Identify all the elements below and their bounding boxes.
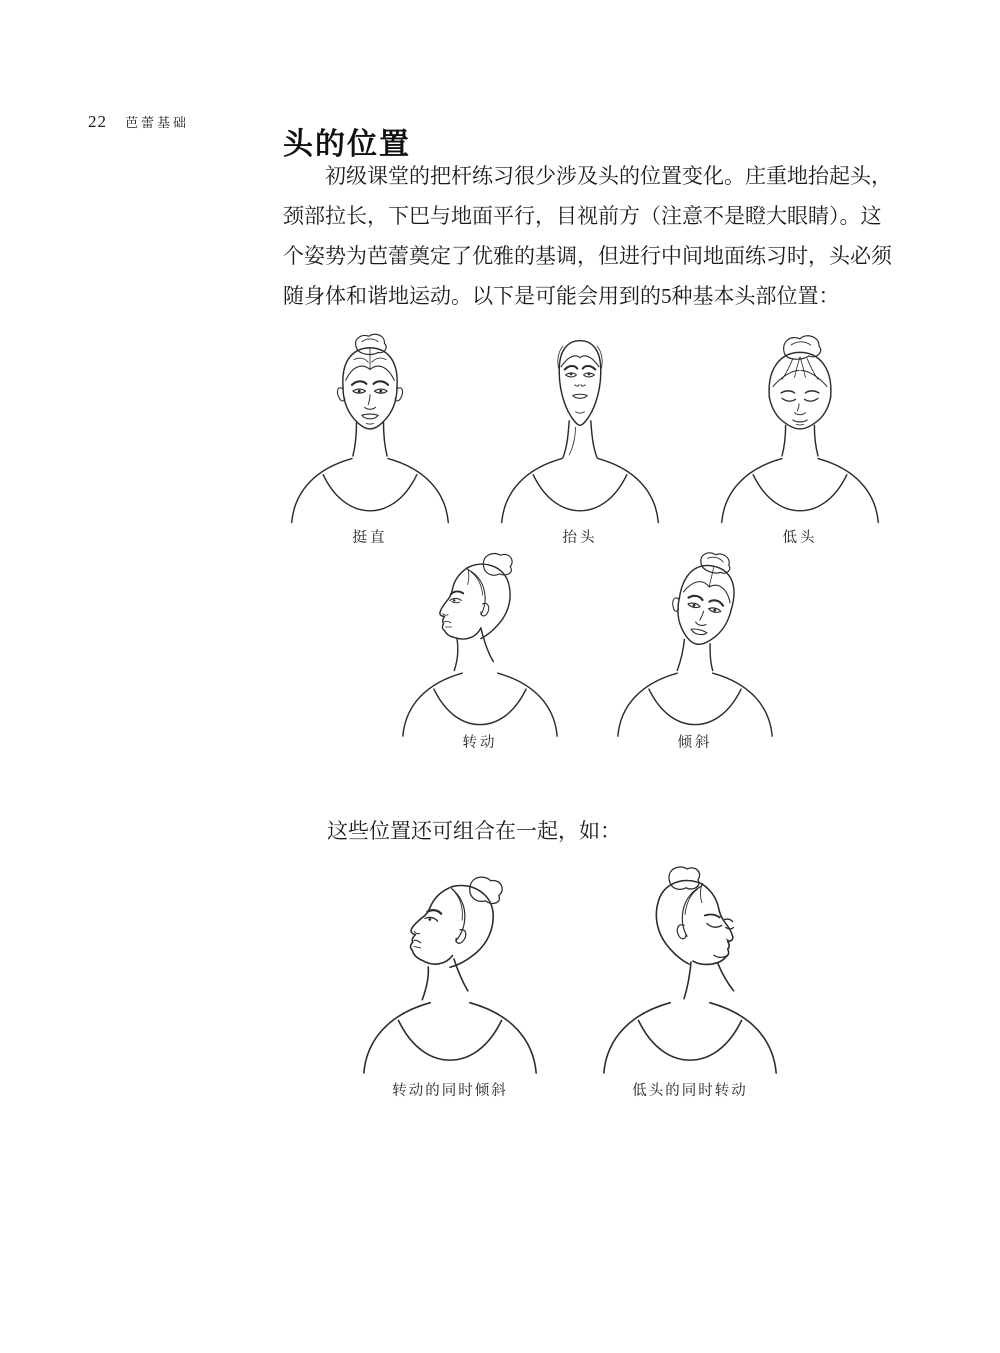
figure-label-lowered: 低头 bbox=[782, 530, 818, 546]
figure-label-turned: 转动 bbox=[462, 735, 498, 751]
figure-label-raised: 抬头 bbox=[562, 530, 598, 546]
figure-head-tilted bbox=[605, 549, 785, 737]
paragraph-line: 个姿势为芭蕾奠定了优雅的基调，但进行中间地面练习时，头必须 bbox=[283, 244, 892, 268]
head-turned-and-tilted-illustration bbox=[350, 864, 550, 1074]
figure-head-turned-and-tilted bbox=[350, 864, 550, 1074]
paragraph-line: 颈部拉长，下巴与地面平行，目视前方（注意不是瞪大眼睛）。这 bbox=[283, 204, 882, 228]
page-title: 头的位置 bbox=[283, 128, 411, 162]
figure-label-lowered-and-turned: 低头的同时转动 bbox=[632, 1083, 748, 1099]
head-tilted-sideways-illustration bbox=[605, 549, 785, 737]
page-number: 22 bbox=[88, 112, 107, 131]
figure-head-lowered bbox=[710, 332, 890, 524]
running-head bbox=[88, 112, 189, 132]
book-title: 芭蕾基础 bbox=[125, 115, 190, 130]
combination-note: 这些位置还可组合在一起，如： bbox=[327, 819, 621, 843]
figure-label-turned-and-tilted: 转动的同时倾斜 bbox=[392, 1083, 508, 1099]
paragraph-line: 随身体和谐地运动。以下是可能会用到的5种基本头部位置： bbox=[283, 284, 840, 308]
head-raised-looking-up-illustration bbox=[490, 332, 670, 524]
figure-head-lowered-and-turned bbox=[590, 864, 790, 1074]
head-lowered-and-turned-illustration bbox=[590, 864, 790, 1074]
figure-head-upright bbox=[280, 332, 460, 524]
head-turned-profile-illustration bbox=[390, 549, 570, 737]
intro-paragraph bbox=[283, 156, 903, 316]
paragraph-line: 初级课堂的把杆练习很少涉及头的位置变化。庄重地抬起头， bbox=[325, 164, 892, 188]
figure-head-raised bbox=[490, 332, 670, 524]
head-upright-front-illustration bbox=[280, 332, 460, 524]
figure-label-upright: 挺直 bbox=[352, 530, 388, 546]
figure-label-tilted: 倾斜 bbox=[677, 735, 713, 751]
head-lowered-looking-down-illustration bbox=[710, 332, 890, 524]
figure-head-turned bbox=[390, 549, 570, 737]
